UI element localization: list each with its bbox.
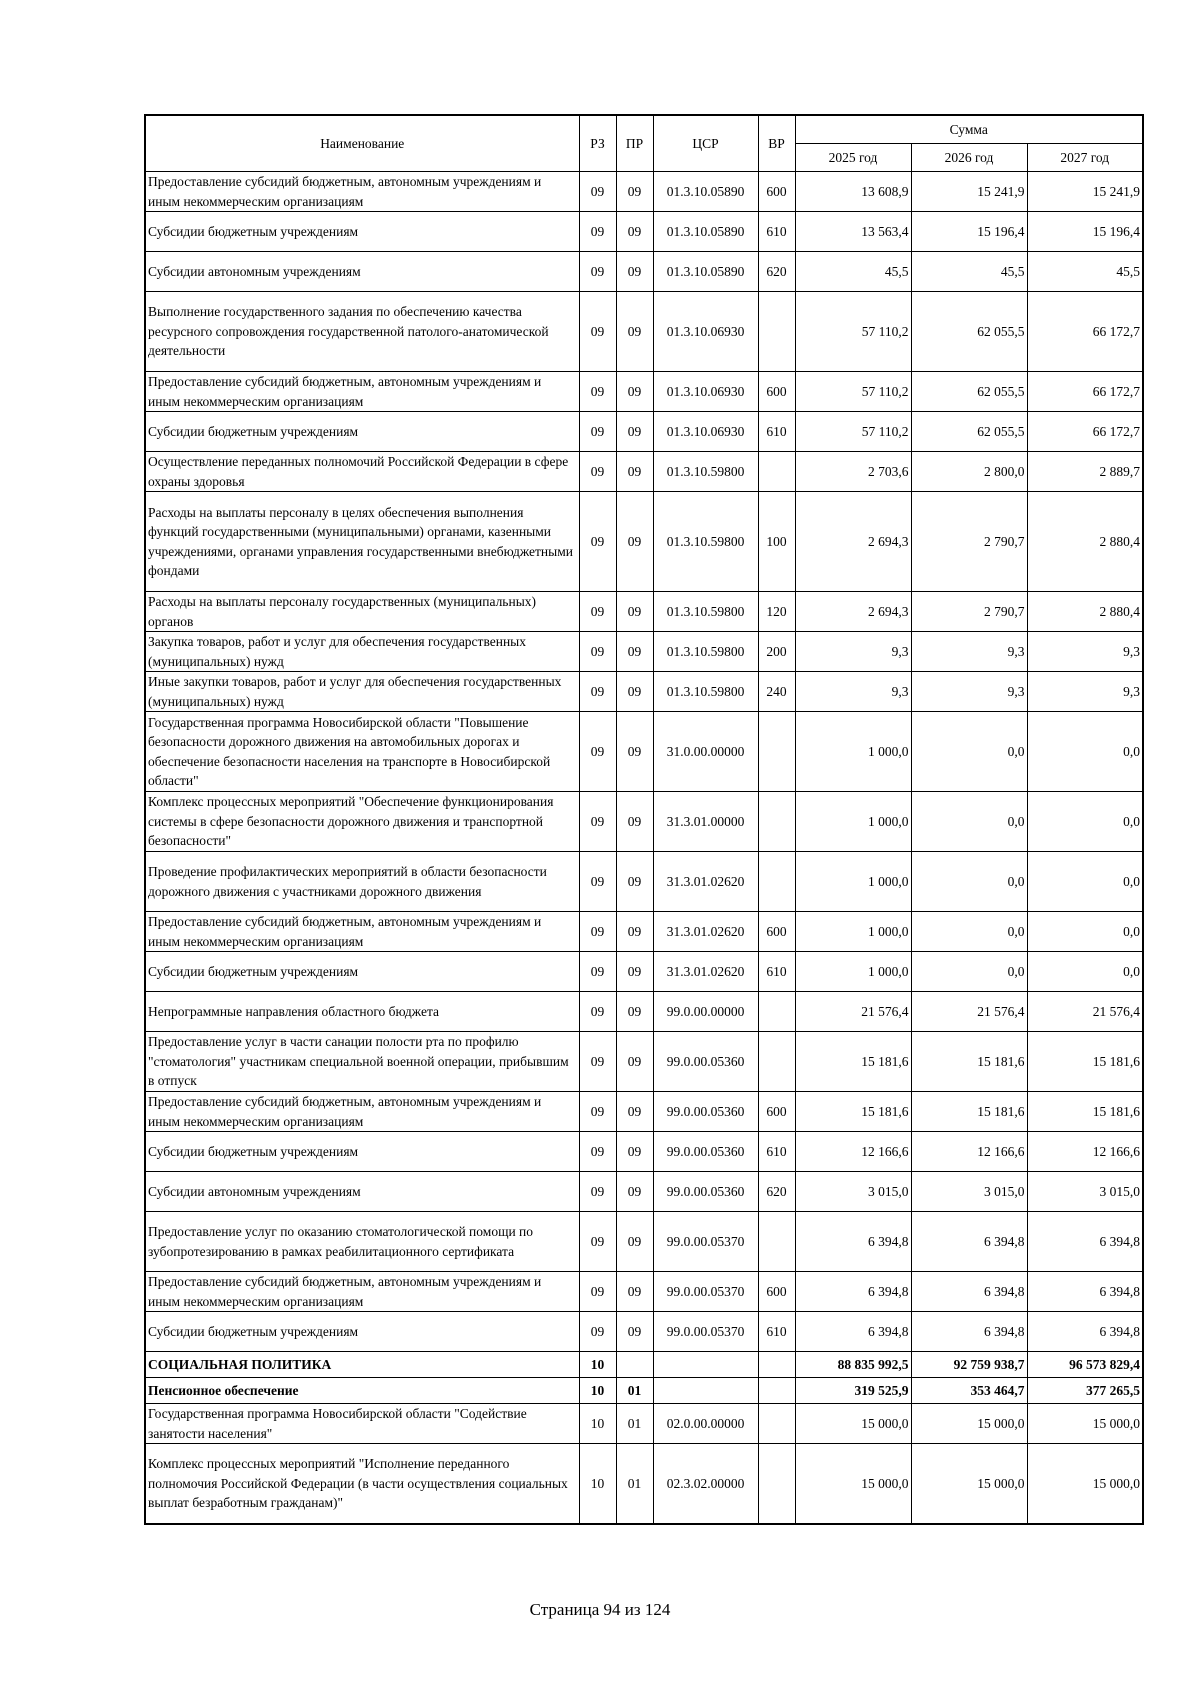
row-sum-2026: 15 181,6 [911, 1092, 1027, 1132]
row-name: Субсидии бюджетным учреждениям [145, 1132, 579, 1172]
row-name: Комплекс процессных мероприятий "Исполнение переданного полномочия Российской Федерации (в части осуществления социальных выплат безработным гражданам)" [145, 1444, 579, 1524]
row-csr: 01.3.10.06930 [653, 372, 758, 412]
row-sum-2027: 96 573 829,4 [1027, 1352, 1143, 1378]
row-vr: 120 [758, 592, 795, 632]
row-sum-2026: 12 166,6 [911, 1132, 1027, 1172]
row-csr [653, 1378, 758, 1404]
row-pr: 09 [616, 172, 653, 212]
table-row [145, 1132, 1143, 1172]
row-rz: 09 [579, 252, 616, 292]
row-name: Предоставление субсидий бюджетным, автономным учреждениям и иным некоммерческим организациям [145, 1092, 579, 1132]
row-sum-2025: 3 015,0 [795, 1172, 911, 1212]
col-header-year-2025: 2025 год [795, 144, 911, 172]
row-csr: 99.0.00.05370 [653, 1272, 758, 1312]
row-csr: 99.0.00.05370 [653, 1312, 758, 1352]
table-header [145, 115, 1143, 172]
row-sum-2026: 2 790,7 [911, 592, 1027, 632]
row-sum-2026: 62 055,5 [911, 292, 1027, 372]
row-name: Закупка товаров, работ и услуг для обеспечения государственных (муниципальных) нужд [145, 632, 579, 672]
row-csr: 01.3.10.59800 [653, 452, 758, 492]
row-rz: 09 [579, 1312, 616, 1352]
row-sum-2025: 319 525,9 [795, 1378, 911, 1404]
col-header-pr: ПР [616, 115, 653, 172]
row-sum-2025: 15 000,0 [795, 1404, 911, 1444]
row-csr: 31.3.01.00000 [653, 792, 758, 852]
row-csr: 01.3.10.06930 [653, 292, 758, 372]
page-footer: Страница 94 из 124 [529, 1600, 671, 1619]
row-pr: 09 [616, 1092, 653, 1132]
row-sum-2026: 15 000,0 [911, 1404, 1027, 1444]
row-rz: 09 [579, 1172, 616, 1212]
row-vr [758, 992, 795, 1032]
row-name: Расходы на выплаты персоналу в целях обеспечения выполнения функций государственными (муниципальными) органами, казенными учреждениями, органами управления государственными внебюджетными фондами [145, 492, 579, 592]
row-csr: 31.3.01.02620 [653, 912, 758, 952]
row-sum-2027: 15 181,6 [1027, 1092, 1143, 1132]
row-vr: 200 [758, 632, 795, 672]
row-rz: 09 [579, 992, 616, 1032]
row-sum-2026: 6 394,8 [911, 1272, 1027, 1312]
row-rz: 09 [579, 1212, 616, 1272]
row-sum-2027: 0,0 [1027, 712, 1143, 792]
row-sum-2027: 9,3 [1027, 672, 1143, 712]
row-pr: 09 [616, 452, 653, 492]
row-vr: 600 [758, 1092, 795, 1132]
table-row [145, 1378, 1143, 1404]
table-row [145, 452, 1143, 492]
row-rz: 09 [579, 592, 616, 632]
row-csr: 99.0.00.05360 [653, 1032, 758, 1092]
row-pr: 09 [616, 1212, 653, 1272]
row-pr: 09 [616, 492, 653, 592]
table-row [145, 592, 1143, 632]
row-sum-2027: 15 181,6 [1027, 1032, 1143, 1092]
row-sum-2025: 13 608,9 [795, 172, 911, 212]
row-vr [758, 792, 795, 852]
row-csr [653, 1352, 758, 1378]
row-pr: 09 [616, 712, 653, 792]
col-header-year-2026: 2026 год [911, 144, 1027, 172]
row-pr: 09 [616, 632, 653, 672]
row-pr: 09 [616, 1032, 653, 1092]
table-row [145, 1272, 1143, 1312]
row-sum-2026: 0,0 [911, 852, 1027, 912]
row-sum-2027: 6 394,8 [1027, 1212, 1143, 1272]
row-pr: 09 [616, 252, 653, 292]
table-row [145, 992, 1143, 1032]
table-row [145, 172, 1143, 212]
row-csr: 99.0.00.00000 [653, 992, 758, 1032]
row-pr: 01 [616, 1444, 653, 1524]
row-sum-2027: 21 576,4 [1027, 992, 1143, 1032]
row-sum-2025: 1 000,0 [795, 952, 911, 992]
row-name: Субсидии бюджетным учреждениям [145, 1312, 579, 1352]
row-vr: 600 [758, 172, 795, 212]
row-sum-2027: 2 889,7 [1027, 452, 1143, 492]
row-csr: 01.3.10.05890 [653, 252, 758, 292]
table-row [145, 1312, 1143, 1352]
row-sum-2025: 57 110,2 [795, 292, 911, 372]
row-sum-2025: 57 110,2 [795, 412, 911, 452]
table-row [145, 1032, 1143, 1092]
row-pr: 09 [616, 592, 653, 632]
row-csr: 02.0.00.00000 [653, 1404, 758, 1444]
row-name: Комплекс процессных мероприятий "Обеспечение функционирования системы в сфере безопасности дорожного движения и транспортной безопасности" [145, 792, 579, 852]
row-vr: 610 [758, 1132, 795, 1172]
row-sum-2025: 1 000,0 [795, 792, 911, 852]
row-sum-2026: 9,3 [911, 672, 1027, 712]
row-sum-2027: 15 241,9 [1027, 172, 1143, 212]
row-sum-2026: 0,0 [911, 952, 1027, 992]
row-sum-2026: 9,3 [911, 632, 1027, 672]
row-vr: 610 [758, 412, 795, 452]
row-sum-2026: 2 790,7 [911, 492, 1027, 592]
row-pr: 09 [616, 952, 653, 992]
table-row [145, 852, 1143, 912]
table-row [145, 952, 1143, 992]
row-sum-2025: 45,5 [795, 252, 911, 292]
col-header-sum: Сумма [795, 115, 1143, 144]
row-sum-2027: 0,0 [1027, 792, 1143, 852]
budget-table [144, 114, 1144, 1525]
row-sum-2026: 21 576,4 [911, 992, 1027, 1032]
row-sum-2026: 15 196,4 [911, 212, 1027, 252]
row-rz: 09 [579, 292, 616, 372]
row-rz: 09 [579, 952, 616, 992]
row-rz: 09 [579, 212, 616, 252]
row-vr [758, 1212, 795, 1272]
row-pr: 09 [616, 412, 653, 452]
row-rz: 09 [579, 172, 616, 212]
row-rz: 09 [579, 1132, 616, 1172]
row-sum-2025: 88 835 992,5 [795, 1352, 911, 1378]
row-rz: 09 [579, 712, 616, 792]
row-sum-2025: 2 703,6 [795, 452, 911, 492]
row-sum-2026: 3 015,0 [911, 1172, 1027, 1212]
row-sum-2026: 15 241,9 [911, 172, 1027, 212]
row-sum-2026: 15 181,6 [911, 1032, 1027, 1092]
row-csr: 99.0.00.05360 [653, 1132, 758, 1172]
col-header-vr: ВР [758, 115, 795, 172]
row-sum-2027: 66 172,7 [1027, 292, 1143, 372]
row-sum-2025: 57 110,2 [795, 372, 911, 412]
row-vr: 610 [758, 212, 795, 252]
row-vr: 600 [758, 372, 795, 412]
row-sum-2026: 2 800,0 [911, 452, 1027, 492]
row-csr: 01.3.10.59800 [653, 492, 758, 592]
row-name: Государственная программа Новосибирской области "Содействие занятости населения" [145, 1404, 579, 1444]
row-vr [758, 1352, 795, 1378]
row-csr: 99.0.00.05360 [653, 1092, 758, 1132]
row-rz: 09 [579, 852, 616, 912]
row-pr: 01 [616, 1378, 653, 1404]
row-vr: 600 [758, 912, 795, 952]
row-vr [758, 1032, 795, 1092]
row-name: СОЦИАЛЬНАЯ ПОЛИТИКА [145, 1352, 579, 1378]
row-sum-2027: 0,0 [1027, 912, 1143, 952]
row-pr: 09 [616, 672, 653, 712]
table-row [145, 672, 1143, 712]
table-row [145, 412, 1143, 452]
row-vr [758, 1378, 795, 1404]
row-pr: 09 [616, 992, 653, 1032]
row-vr [758, 852, 795, 912]
row-rz: 09 [579, 1092, 616, 1132]
row-sum-2025: 1 000,0 [795, 912, 911, 952]
row-name: Государственная программа Новосибирской области "Повышение безопасности дорожного движения на автомобильных дорогах и обеспечение безопасности населения на транспорте в Новосибирской области" [145, 712, 579, 792]
row-csr: 01.3.10.59800 [653, 632, 758, 672]
row-name: Предоставление субсидий бюджетным, автономным учреждениям и иным некоммерческим организациям [145, 372, 579, 412]
row-sum-2027: 15 196,4 [1027, 212, 1143, 252]
table-row [145, 252, 1143, 292]
row-sum-2027: 6 394,8 [1027, 1312, 1143, 1352]
row-csr: 99.0.00.05370 [653, 1212, 758, 1272]
row-sum-2026: 0,0 [911, 792, 1027, 852]
row-sum-2025: 15 000,0 [795, 1444, 911, 1524]
row-rz: 09 [579, 1032, 616, 1092]
row-name: Предоставление услуг по оказанию стоматологической помощи по зубопротезированию в рамках реабилитационного сертификата [145, 1212, 579, 1272]
row-name: Субсидии автономным учреждениям [145, 1172, 579, 1212]
row-csr: 31.3.01.02620 [653, 952, 758, 992]
row-vr: 600 [758, 1272, 795, 1312]
row-csr: 31.0.00.00000 [653, 712, 758, 792]
row-sum-2025: 2 694,3 [795, 592, 911, 632]
row-sum-2026: 6 394,8 [911, 1312, 1027, 1352]
row-sum-2025: 6 394,8 [795, 1312, 911, 1352]
row-sum-2025: 2 694,3 [795, 492, 911, 592]
table-row [145, 792, 1143, 852]
row-sum-2027: 9,3 [1027, 632, 1143, 672]
row-sum-2027: 6 394,8 [1027, 1272, 1143, 1312]
row-sum-2027: 66 172,7 [1027, 412, 1143, 452]
row-rz: 09 [579, 492, 616, 592]
row-rz: 09 [579, 912, 616, 952]
row-sum-2025: 12 166,6 [795, 1132, 911, 1172]
row-name: Непрограммные направления областного бюджета [145, 992, 579, 1032]
row-name: Субсидии автономным учреждениям [145, 252, 579, 292]
row-vr: 620 [758, 1172, 795, 1212]
row-sum-2027: 2 880,4 [1027, 592, 1143, 632]
row-pr: 09 [616, 792, 653, 852]
row-vr: 240 [758, 672, 795, 712]
row-sum-2025: 6 394,8 [795, 1272, 911, 1312]
row-rz: 10 [579, 1378, 616, 1404]
col-header-rz: РЗ [579, 115, 616, 172]
table-row [145, 632, 1143, 672]
table-row [145, 1092, 1143, 1132]
row-sum-2026: 353 464,7 [911, 1378, 1027, 1404]
row-rz: 09 [579, 412, 616, 452]
row-name: Субсидии бюджетным учреждениям [145, 952, 579, 992]
table-row [145, 1404, 1143, 1444]
table-row [145, 372, 1143, 412]
row-sum-2025: 9,3 [795, 672, 911, 712]
row-sum-2025: 6 394,8 [795, 1212, 911, 1272]
row-sum-2027: 15 000,0 [1027, 1444, 1143, 1524]
row-name: Предоставление субсидий бюджетным, автономным учреждениям и иным некоммерческим организациям [145, 172, 579, 212]
table-row [145, 1212, 1143, 1272]
table-row [145, 292, 1143, 372]
row-sum-2027: 3 015,0 [1027, 1172, 1143, 1212]
row-sum-2026: 62 055,5 [911, 412, 1027, 452]
row-csr: 02.3.02.00000 [653, 1444, 758, 1524]
row-sum-2027: 15 000,0 [1027, 1404, 1143, 1444]
row-csr: 01.3.10.05890 [653, 212, 758, 252]
row-vr [758, 1444, 795, 1524]
table-row [145, 712, 1143, 792]
row-sum-2026: 45,5 [911, 252, 1027, 292]
row-sum-2027: 0,0 [1027, 952, 1143, 992]
row-pr: 09 [616, 212, 653, 252]
row-rz: 09 [579, 1272, 616, 1312]
row-pr [616, 1352, 653, 1378]
row-pr: 09 [616, 1172, 653, 1212]
row-name: Расходы на выплаты персоналу государственных (муниципальных) органов [145, 592, 579, 632]
row-sum-2027: 12 166,6 [1027, 1132, 1143, 1172]
row-sum-2025: 15 181,6 [795, 1092, 911, 1132]
row-sum-2025: 13 563,4 [795, 212, 911, 252]
table-row [145, 912, 1143, 952]
row-rz: 09 [579, 632, 616, 672]
col-header-year-2027: 2027 год [1027, 144, 1143, 172]
col-header-name: Наименование [145, 115, 579, 172]
row-name: Пенсионное обеспечение [145, 1378, 579, 1404]
row-sum-2026: 0,0 [911, 912, 1027, 952]
row-vr: 620 [758, 252, 795, 292]
row-pr: 01 [616, 1404, 653, 1444]
row-sum-2026: 92 759 938,7 [911, 1352, 1027, 1378]
row-sum-2025: 1 000,0 [795, 852, 911, 912]
row-sum-2025: 1 000,0 [795, 712, 911, 792]
table-row [145, 1172, 1143, 1212]
row-pr: 09 [616, 1272, 653, 1312]
row-vr: 100 [758, 492, 795, 592]
row-vr [758, 292, 795, 372]
row-sum-2027: 2 880,4 [1027, 492, 1143, 592]
row-name: Предоставление услуг в части санации полости рта по профилю "стоматология" участникам специальной военной операции, прибывшим в отпуск [145, 1032, 579, 1092]
row-rz: 09 [579, 452, 616, 492]
row-sum-2026: 6 394,8 [911, 1212, 1027, 1272]
row-name: Предоставление субсидий бюджетным, автономным учреждениям и иным некоммерческим организациям [145, 912, 579, 952]
row-csr: 01.3.10.59800 [653, 672, 758, 712]
row-sum-2027: 377 265,5 [1027, 1378, 1143, 1404]
row-vr [758, 452, 795, 492]
table-row [145, 212, 1143, 252]
row-name: Осуществление переданных полномочий Российской Федерации в сфере охраны здоровья [145, 452, 579, 492]
row-csr: 99.0.00.05360 [653, 1172, 758, 1212]
row-rz: 09 [579, 672, 616, 712]
row-sum-2027: 45,5 [1027, 252, 1143, 292]
row-pr: 09 [616, 852, 653, 912]
row-vr: 610 [758, 1312, 795, 1352]
row-pr: 09 [616, 1312, 653, 1352]
row-rz: 10 [579, 1444, 616, 1524]
row-rz: 10 [579, 1404, 616, 1444]
row-csr: 01.3.10.06930 [653, 412, 758, 452]
row-csr: 31.3.01.02620 [653, 852, 758, 912]
row-name: Предоставление субсидий бюджетным, автономным учреждениям и иным некоммерческим организациям [145, 1272, 579, 1312]
table-row [145, 1444, 1143, 1524]
row-sum-2025: 15 181,6 [795, 1032, 911, 1092]
row-name: Субсидии бюджетным учреждениям [145, 412, 579, 452]
row-name: Иные закупки товаров, работ и услуг для обеспечения государственных (муниципальных) нужд [145, 672, 579, 712]
row-pr: 09 [616, 1132, 653, 1172]
row-sum-2027: 66 172,7 [1027, 372, 1143, 412]
row-pr: 09 [616, 292, 653, 372]
row-pr: 09 [616, 912, 653, 952]
row-sum-2026: 62 055,5 [911, 372, 1027, 412]
row-sum-2026: 15 000,0 [911, 1444, 1027, 1524]
row-sum-2026: 0,0 [911, 712, 1027, 792]
row-csr: 01.3.10.05890 [653, 172, 758, 212]
row-vr [758, 1404, 795, 1444]
row-name: Выполнение государственного задания по обеспечению качества ресурсного сопровождения государственной патолого-анатомической деятельности [145, 292, 579, 372]
row-sum-2027: 0,0 [1027, 852, 1143, 912]
row-rz: 09 [579, 372, 616, 412]
row-rz: 09 [579, 792, 616, 852]
row-vr [758, 712, 795, 792]
row-pr: 09 [616, 372, 653, 412]
row-vr: 610 [758, 952, 795, 992]
row-sum-2025: 9,3 [795, 632, 911, 672]
col-header-csr: ЦСР [653, 115, 758, 172]
row-name: Проведение профилактических мероприятий в области безопасности дорожного движения с участниками дорожного движения [145, 852, 579, 912]
table-row [145, 1352, 1143, 1378]
row-csr: 01.3.10.59800 [653, 592, 758, 632]
row-rz: 10 [579, 1352, 616, 1378]
row-name: Субсидии бюджетным учреждениям [145, 212, 579, 252]
table-row [145, 492, 1143, 592]
row-sum-2025: 21 576,4 [795, 992, 911, 1032]
table-body [145, 172, 1143, 1524]
